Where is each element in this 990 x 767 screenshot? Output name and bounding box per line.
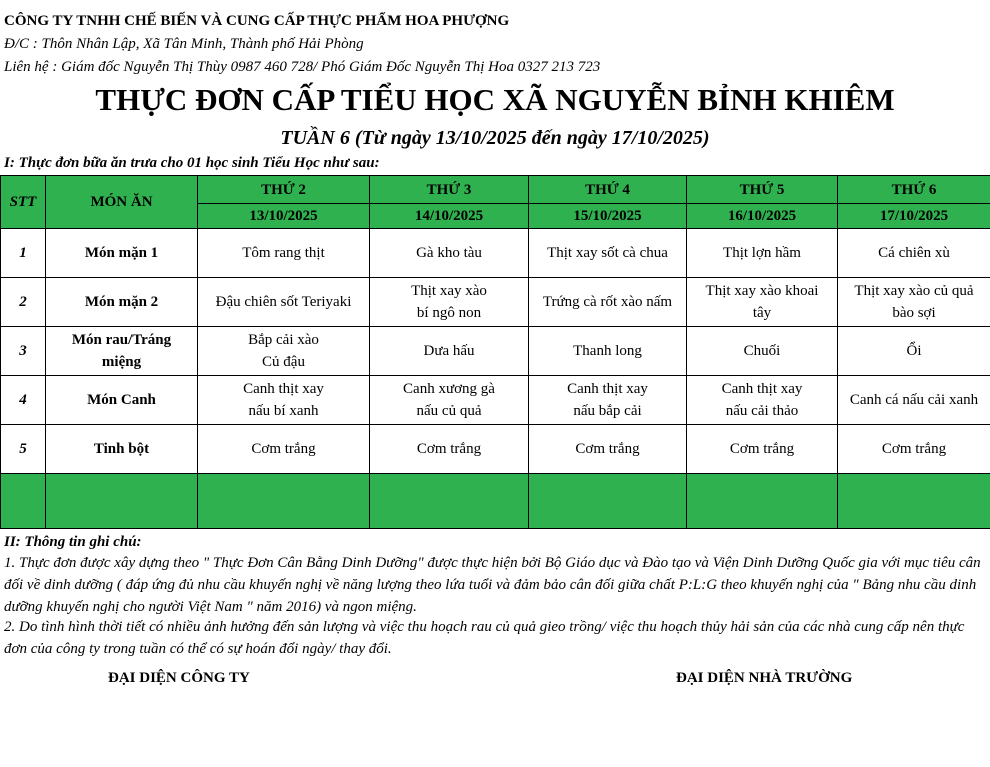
menu-cell-line: Thanh long <box>573 343 642 359</box>
table-row <box>1 425 990 474</box>
menu-cell <box>370 229 529 278</box>
dish-category <box>46 327 198 376</box>
dish-category <box>46 376 198 425</box>
menu-cell-line: Thịt xay xào củ quả <box>854 283 974 299</box>
menu-cell <box>838 425 990 474</box>
menu-cell-line: Cơm trắng <box>881 441 947 457</box>
menu-cell <box>838 229 990 278</box>
menu-cell <box>687 327 838 376</box>
menu-cell-line: Cơm trắng <box>251 441 316 457</box>
menu-cell-line: Củ đậu <box>262 354 305 370</box>
footer-green-row <box>1 474 990 529</box>
company-name: CÔNG TY TNHH CHẾ BIẾN VÀ CUNG CẤP THỰC PHẨM HOA PHƯỢNG <box>4 13 510 29</box>
menu-table <box>0 175 990 529</box>
menu-cell <box>838 278 990 327</box>
day-header: THỨ 2 <box>198 176 370 204</box>
notes-heading: II: Thông tin ghi chú: <box>4 534 142 550</box>
day-header: THỨ 6 <box>838 176 990 204</box>
empty-cell <box>529 474 687 529</box>
menu-cell-line: nấu cải thảo <box>725 403 799 419</box>
menu-cell <box>198 376 370 425</box>
menu-cell-line: Thịt lợn hầm <box>723 245 801 261</box>
empty-cell <box>370 474 529 529</box>
day-header: THỨ 5 <box>687 176 838 204</box>
menu-cell-line: Canh thịt xay <box>721 381 803 397</box>
date-header: 13/10/2025 <box>198 204 370 229</box>
menu-cell <box>687 425 838 474</box>
menu-cell-line: Canh cá nấu cải xanh <box>849 392 979 408</box>
menu-cell <box>529 376 687 425</box>
date-header: 14/10/2025 <box>370 204 529 229</box>
menu-cell-line: Thịt xay xào khoai <box>705 283 819 299</box>
section-1-heading: I: Thực đơn bữa ăn trưa cho 01 học sinh Tiểu Học như sau: <box>4 155 380 171</box>
empty-cell <box>687 474 838 529</box>
day-header: THỨ 3 <box>370 176 529 204</box>
note-item-2: 2. Do tình hình thời tiết có nhiều ảnh hưởng đến sản lượng và việc thu hoạch rau củ quả gieo trồng/ việc thu hoạch thủy hải sản của các nhà cung cấp nên thực đơn của công ty trong tuần có thể có sự hoán đổi ngày/ thay đổi. <box>4 619 965 657</box>
menu-cell-line: Canh thịt xay <box>243 381 324 397</box>
menu-cell <box>529 425 687 474</box>
menu-cell <box>529 327 687 376</box>
menu-cell <box>687 376 838 425</box>
dish-header: MÓN ĂN <box>46 176 198 229</box>
menu-cell <box>198 327 370 376</box>
menu-cell-line: nấu bắp cải <box>573 403 642 419</box>
menu-cell-line: tây <box>752 305 772 321</box>
stt-header: STT <box>1 176 46 229</box>
menu-cell-line: Cơm trắng <box>575 441 640 457</box>
menu-cell-line: Cá chiên xù <box>878 245 950 261</box>
menu-cell-line: Đậu chiên sốt Teriyaki <box>215 294 352 310</box>
menu-cell <box>529 278 687 327</box>
company-contact: Liên hệ : Giám đốc Nguyễn Thị Thùy 0987 460 728/ Phó Giám Đốc Nguyễn Thị Hoa 0327 213 723 <box>4 59 601 75</box>
week-subtitle: TUẦN 6 (Từ ngày 13/10/2025 đến ngày 17/10/2025) <box>280 127 710 149</box>
menu-cell-line: bào sợi <box>892 305 936 321</box>
menu-cell <box>687 229 838 278</box>
dish-category-line: Tinh bột <box>93 441 150 457</box>
dish-category <box>46 425 198 474</box>
dish-category-line: Món mặn 2 <box>84 294 159 310</box>
row-number: 3 <box>1 327 46 376</box>
page-title: THỰC ĐƠN CẤP TIỂU HỌC XÃ NGUYỄN BỈNH KHIÊM <box>95 82 895 117</box>
row-number: 4 <box>1 376 46 425</box>
empty-cell <box>198 474 370 529</box>
menu-cell-line: Canh thịt xay <box>567 381 648 397</box>
menu-cell-line: Dưa hấu <box>423 343 475 359</box>
dish-category-line: miệng <box>101 354 142 370</box>
dish-category-line: Món mặn 1 <box>84 245 159 261</box>
menu-cell-line: Bắp cải xào <box>248 332 319 348</box>
menu-cell-line: bí ngô non <box>416 305 482 321</box>
menu-cell <box>198 425 370 474</box>
menu-cell-line: Canh xương gà <box>403 381 495 397</box>
empty-cell <box>1 474 46 529</box>
menu-cell-line: Thịt xay xào <box>411 283 487 299</box>
date-header: 15/10/2025 <box>529 204 687 229</box>
menu-cell <box>198 278 370 327</box>
table-row <box>1 376 990 425</box>
empty-cell <box>46 474 198 529</box>
menu-cell <box>198 229 370 278</box>
menu-cell <box>370 278 529 327</box>
menu-cell <box>838 376 990 425</box>
dish-category-line: Món Canh <box>87 392 156 408</box>
menu-cell-line: Cơm trắng <box>416 441 482 457</box>
row-number: 5 <box>1 425 46 474</box>
company-address: Đ/C : Thôn Nhân Lập, Xã Tân Minh, Thành phố Hải Phòng <box>4 36 364 52</box>
menu-cell-line: Chuối <box>743 343 781 359</box>
menu-cell <box>370 425 529 474</box>
menu-cell-line: Thịt xay sốt cà chua <box>547 245 668 261</box>
menu-cell-line: Tôm rang thịt <box>242 245 325 261</box>
menu-cell <box>370 327 529 376</box>
day-header: THỨ 4 <box>529 176 687 204</box>
menu-cell-line: nấu bí xanh <box>248 403 319 419</box>
date-header: 16/10/2025 <box>687 204 838 229</box>
table-row <box>1 327 990 376</box>
menu-cell-line: Ổi <box>906 343 922 359</box>
menu-cell-line: nấu củ quả <box>416 403 482 419</box>
menu-cell-line: Gà kho tàu <box>416 245 482 261</box>
menu-cell <box>687 278 838 327</box>
dish-category <box>46 229 198 278</box>
note-item-1: 1. Thực đơn được xây dựng theo " Thực Đơn Cân Bằng Dinh Dưỡng" được thực hiện bởi Bộ Giáo dục và Đào tạo và Viện Dinh Dưỡng Quốc gia với mục tiêu cân đối về dinh dưỡng ( đáp ứng đủ nhu cầu khuyến nghị về năng lượng theo lứa tuổi và đảm bảo cân đối giữa chất P:L:G theo khuyến nghị của " Bảng nhu cầu dinh dưỡng khuyến nghị cho người Việt Nam " năm 2016) và ngon miệng. <box>4 555 981 615</box>
menu-cell-line: Cơm trắng <box>729 441 795 457</box>
dish-category-line: Món rau/Tráng <box>71 332 172 348</box>
row-number: 1 <box>1 229 46 278</box>
table-row <box>1 278 990 327</box>
menu-cell <box>529 229 687 278</box>
date-header: 17/10/2025 <box>838 204 990 229</box>
menu-cell-line: Trứng cà rốt xào nấm <box>542 294 673 310</box>
row-number: 2 <box>1 278 46 327</box>
dish-category <box>46 278 198 327</box>
signature-school: ĐẠI DIỆN NHÀ TRƯỜNG <box>676 670 853 686</box>
signature-company: ĐẠI DIỆN CÔNG TY <box>108 670 250 686</box>
table-row <box>1 229 990 278</box>
table-header-row-days <box>1 176 990 204</box>
menu-cell <box>370 376 529 425</box>
menu-cell <box>838 327 990 376</box>
empty-cell <box>838 474 990 529</box>
